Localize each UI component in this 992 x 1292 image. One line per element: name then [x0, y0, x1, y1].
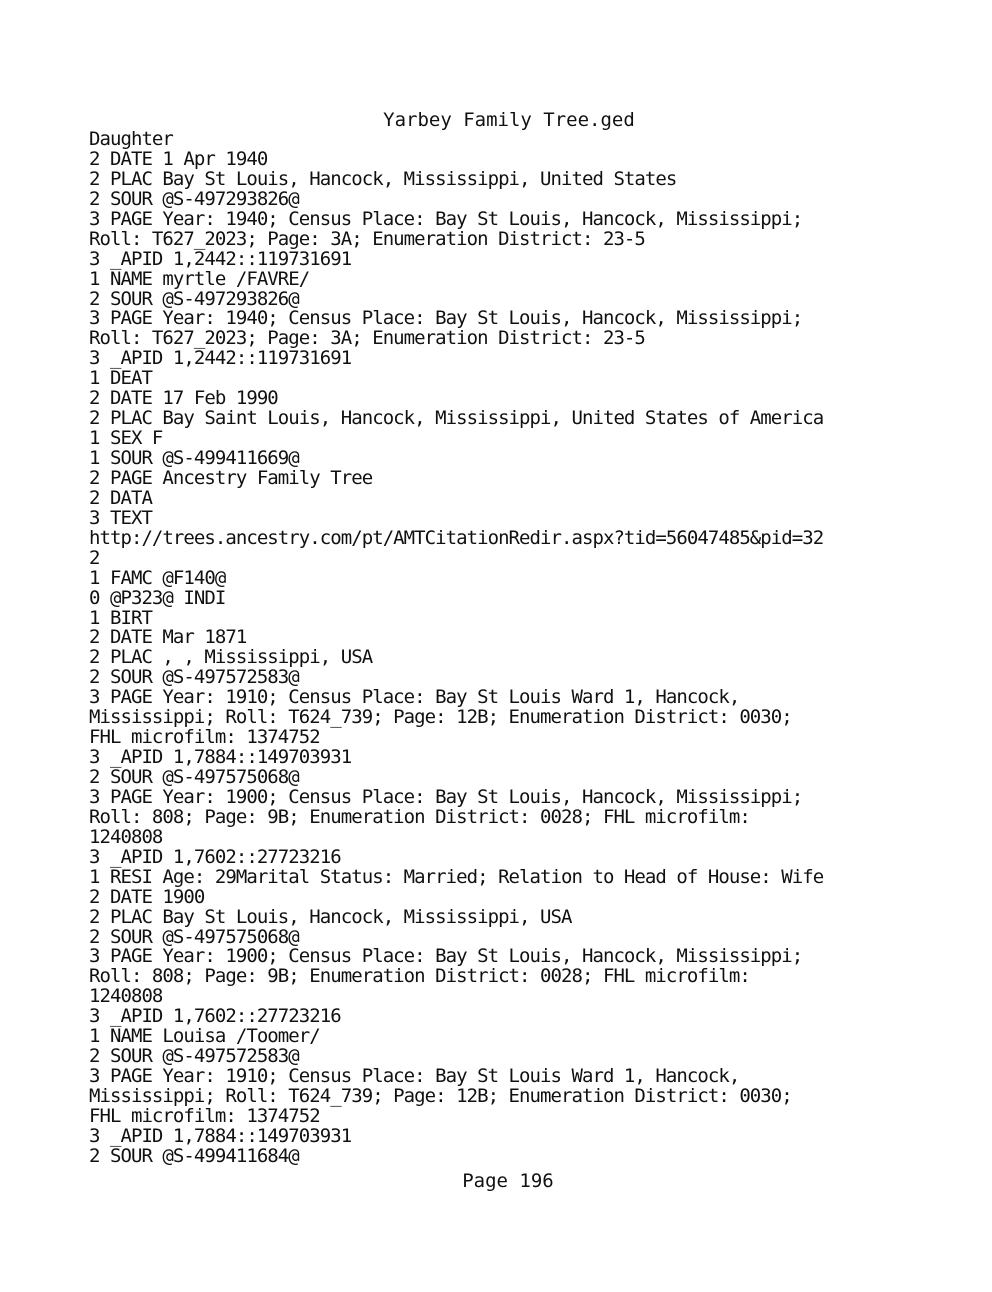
- ged-line: 2 DATE 1900: [89, 885, 205, 908]
- ged-line: Daughter: [89, 130, 173, 150]
- ged-line: 2 DATE 17 Feb 1990: [89, 387, 278, 410]
- ged-line: 1240808: [89, 985, 163, 1008]
- ged-line: 1 FAMC @F140@: [89, 566, 226, 589]
- ged-line: 2 SOUR @S-499411684@: [89, 1144, 299, 1167]
- page-number: Page 196: [462, 1170, 554, 1192]
- ged-line: 2 PLAC Bay St Louis, Hancock, Mississippi, USA: [89, 905, 572, 928]
- ged-line: 1 SOUR @S-499411669@: [89, 447, 299, 469]
- ged-line: 1 DEAT: [89, 367, 152, 390]
- ged-line: 2 DATE 1 Apr 1940: [89, 147, 268, 170]
- ged-line: 1 SEX F: [89, 427, 163, 450]
- ged-line: http://trees.ancestry.com/pt/AMTCitationRedir.aspx?tid=56047485&pid=32: [89, 526, 824, 549]
- ged-line: 3 _APID 1,2442::119731691: [89, 347, 352, 370]
- ged-line: 0 @P323@ INDI: [89, 586, 226, 609]
- ged-line: 3 PAGE Year: 1940; Census Place: Bay St Louis, Hancock, Mississippi;: [89, 307, 803, 330]
- ged-line: 1 NAME myrtle /FAVRE/: [89, 267, 310, 290]
- ged-line: 2 PAGE Ancestry Family Tree: [89, 466, 373, 489]
- ged-line: Roll: T627_2023; Page: 3A; Enumeration District: 23-5: [89, 327, 645, 350]
- ged-line: Roll: 808; Page: 9B; Enumeration District: 0028; FHL microfilm:: [89, 965, 750, 988]
- ged-line: FHL microfilm: 1374752: [89, 726, 320, 749]
- ged-line: 1 NAME Louisa /Toomer/: [89, 1025, 320, 1048]
- ged-line: Mississippi; Roll: T624_739; Page: 12B; Enumeration District: 0030;: [89, 1085, 792, 1107]
- ged-line: 2 PLAC Bay Saint Louis, Hancock, Mississippi, United States of America: [89, 407, 824, 430]
- ged-line: 2 PLAC Bay St Louis, Hancock, Mississippi, United States: [89, 167, 677, 190]
- ged-line: 2 PLAC , , Mississippi, USA: [89, 646, 373, 669]
- ged-line: 3 PAGE Year: 1940; Census Place: Bay St Louis, Hancock, Mississippi;: [89, 207, 803, 230]
- ged-line: 3 _APID 1,7884::149703931: [89, 746, 352, 769]
- ged-line: 3 TEXT: [89, 506, 152, 529]
- ged-line: 3 PAGE Year: 1900; Census Place: Bay St Louis, Hancock, Mississippi;: [89, 785, 803, 808]
- ged-line: 3 _APID 1,7602::27723216: [89, 1005, 341, 1028]
- ged-line: 2 SOUR @S-497293826@: [89, 187, 299, 210]
- ged-line: 2 SOUR @S-497575068@: [89, 766, 299, 788]
- ged-line: 2 SOUR @S-497575068@: [89, 925, 299, 948]
- ged-line: FHL microfilm: 1374752: [89, 1104, 320, 1127]
- ged-line: 2 DATA: [89, 486, 152, 509]
- gedcom-record-text: [89, 130, 969, 1167]
- ged-line: 2 SOUR @S-497572583@: [89, 1045, 299, 1068]
- ged-line: 3 PAGE Year: 1910; Census Place: Bay St Louis Ward 1, Hancock,: [89, 1065, 740, 1088]
- ged-line: 1240808: [89, 825, 163, 848]
- ged-line: Roll: 808; Page: 9B; Enumeration District: 0028; FHL microfilm:: [89, 805, 750, 828]
- ged-line: Mississippi; Roll: T624_739; Page: 12B; Enumeration District: 0030;: [89, 706, 792, 729]
- ged-line: 1 RESI Age: 29Marital Status: Married; Relation to Head of House: Wife: [89, 865, 824, 888]
- ged-line: 1 BIRT: [89, 606, 152, 629]
- ged-line: 3 PAGE Year: 1910; Census Place: Bay St Louis Ward 1, Hancock,: [89, 686, 740, 709]
- ged-line: 2: [89, 546, 100, 569]
- document-title: Yarbey Family Tree.ged: [383, 109, 635, 131]
- ged-line: 2 SOUR @S-497572583@: [89, 666, 299, 689]
- ged-line: 3 PAGE Year: 1900; Census Place: Bay St Louis, Hancock, Mississippi;: [89, 945, 803, 968]
- ged-line: 3 _APID 1,7602::27723216: [89, 845, 341, 868]
- ged-line: 3 _APID 1,2442::119731691: [89, 247, 352, 270]
- ged-line: 2 DATE Mar 1871: [89, 626, 247, 649]
- ged-line: 2 SOUR @S-497293826@: [89, 287, 299, 310]
- ged-line: Roll: T627_2023; Page: 3A; Enumeration District: 23-5: [89, 227, 645, 250]
- ged-line: 3 _APID 1,7884::149703931: [89, 1124, 352, 1147]
